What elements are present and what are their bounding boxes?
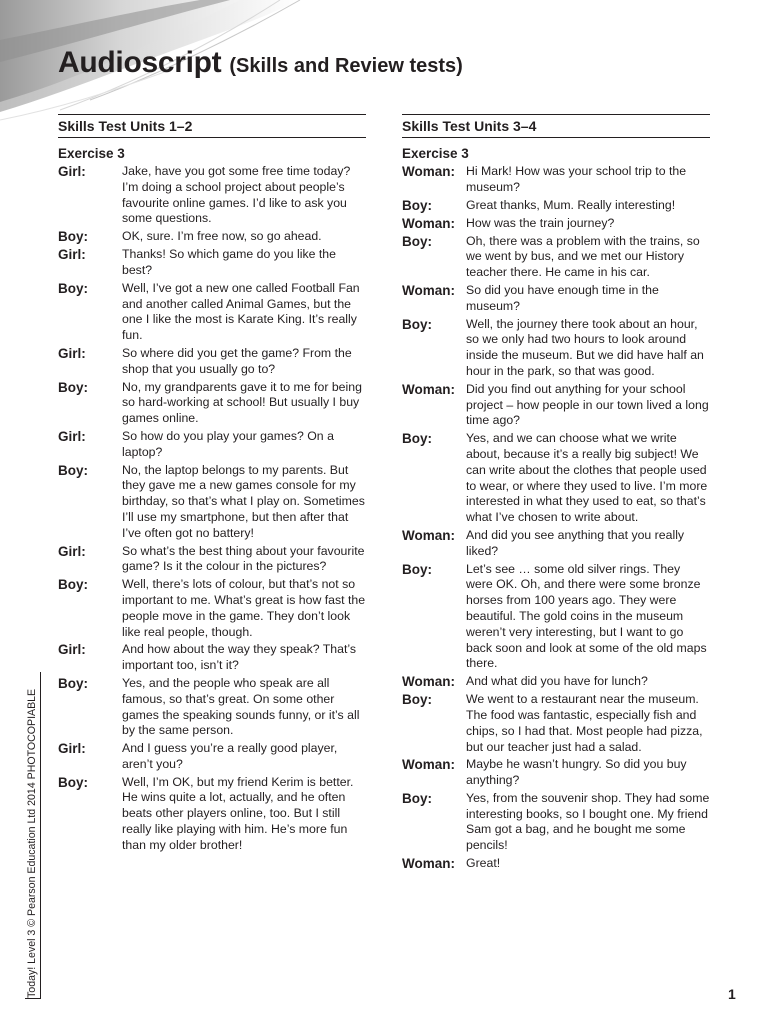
dialogue-text: Yes, from the souvenir shop. They had some interesting books, so I bought one. My friend Sam got a bag, and he bought me some pencils!: [466, 790, 710, 853]
speaker-label: Boy:: [58, 379, 88, 395]
dialogue-text: Jake, have you got some free time today? I’m doing a school project about people’s favourite online games. I’d like to ask you some questions.: [122, 164, 351, 226]
dialogue-turn: [58, 676, 366, 739]
dialogue-text: Oh, there was a problem with the trains, so we went by bus, and we met our History teacher there. He came in his car.: [466, 233, 700, 280]
dialogue-text: So where did you get the game? From the shop that you usually go to?: [122, 345, 352, 376]
dialogue-text: And how about the way they speak? That’s important too, isn’t it?: [122, 642, 357, 673]
speaker-label: Boy:: [402, 197, 432, 213]
dialogue-turn: [402, 234, 710, 281]
copyright-side-text: Today! Level 3 © Pearson Education Ltd 2014 PHOTOCOPIABLE: [26, 688, 38, 998]
dialogue-text: No, my grandparents gave it to me for being so hard-working at school! But usually I buy games online.: [122, 379, 362, 426]
right-column: [402, 114, 710, 874]
speaker-label: Boy:: [402, 790, 432, 806]
dialogue-turn: [58, 380, 366, 427]
speaker-label: Woman:: [402, 164, 455, 179]
dialogue-text: We went to a restaurant near the museum. The food was fantastic, especially fish and chips, so I had that. Most people had pizza, but our teacher just had a salad.: [466, 692, 703, 754]
dialogue-turn: [58, 247, 366, 279]
dialogue-turn: [58, 642, 366, 674]
dialogue-text: Well, I’m OK, but my friend Kerim is better. He wins quite a lot, actually, and he often beats other players online, too. But I still really like playing with him. He’s more fun than my older brother!: [122, 774, 354, 852]
speaker-label: Woman:: [402, 757, 455, 773]
speaker-label: Girl:: [58, 428, 86, 444]
dialogue-turn: [58, 775, 366, 854]
dialogue-turn: [402, 791, 710, 854]
speaker-label: Boy:: [58, 229, 88, 245]
dialogue-turn: [58, 463, 366, 542]
dialogue-list: [402, 164, 710, 872]
dialogue-turn: [402, 216, 710, 232]
speaker-label: Boy:: [58, 280, 88, 296]
speaker-label: Boy:: [58, 774, 88, 790]
dialogue-turn: [402, 757, 710, 789]
page-title: [58, 46, 463, 80]
speaker-label: Girl:: [58, 543, 86, 559]
dialogue-text: Well, there’s lots of colour, but that’s not so important to me. What’s great is how fast the people move in the game. They don’t look like real people, though.: [122, 577, 366, 639]
side-rule: [40, 672, 41, 998]
title-main: Audioscript: [58, 46, 222, 79]
dialogue-turn: [58, 164, 366, 227]
speaker-label: Woman:: [402, 527, 455, 543]
dialogue-text: So did you have enough time in the museum?: [466, 282, 659, 313]
section-heading-units-1-2: Skills Test Units 1–2: [58, 114, 366, 138]
speaker-label: Woman:: [402, 381, 455, 397]
speaker-label: Girl:: [58, 164, 86, 179]
dialogue-turn: [58, 577, 366, 640]
dialogue-turn: [58, 281, 366, 344]
dialogue-turn: [58, 429, 366, 461]
dialogue-turn: [402, 382, 710, 429]
dialogue-turn: [402, 856, 710, 872]
dialogue-text: So how do you play your games? On a laptop?: [122, 428, 334, 459]
dialogue-text: Yes, and the people who speak are all famous, so that’s great. On some other games the speaking sounds funny, or it’s all by the same person.: [122, 675, 360, 738]
dialogue-turn: [402, 198, 710, 214]
title-subtitle: (Skills and Review tests): [229, 55, 463, 77]
dialogue-turn: [402, 317, 710, 380]
speaker-label: Girl:: [58, 247, 86, 263]
exercise-label: Exercise 3: [402, 146, 469, 161]
speaker-label: Boy:: [402, 692, 432, 708]
speaker-label: Woman:: [402, 674, 455, 690]
dialogue-text: Hi Mark! How was your school trip to the museum?: [466, 164, 687, 194]
left-column: [58, 114, 366, 856]
dialogue-turn: [58, 741, 366, 773]
speaker-label: Girl:: [58, 345, 86, 361]
page-number: 1: [728, 986, 736, 1002]
section-heading-units-3-4: Skills Test Units 3–4: [402, 114, 710, 138]
speaker-label: Boy:: [402, 316, 432, 332]
dialogue-text: So what’s the best thing about your favourite game? Is it the colour in the pictures?: [122, 543, 365, 574]
dialogue-turn: [402, 692, 710, 755]
dialogue-turn: [402, 283, 710, 315]
speaker-label: Woman:: [402, 856, 455, 872]
dialogue-turn: [402, 164, 710, 196]
dialogue-text: Yes, and we can choose what we write about, because it’s a really big subject! We can write about the clothes that people used to wear, or where they used to live. I’m more interested in what they used to eat, so that’s what I’ve chosen to write about.: [466, 431, 708, 525]
speaker-label: Boy:: [58, 675, 88, 691]
dialogue-text: And did you see anything that you really liked?: [466, 527, 685, 558]
dialogue-text: Let’s see … some old silver rings. They were OK. Oh, and there were some bronze horses from 100 years ago. They were beautiful. The gold coins in the museum weren’t very interesting, but I want to go back soon and look at some of the old maps there.: [466, 561, 707, 671]
dialogue-text: OK, sure. I’m free now, so go ahead.: [122, 229, 322, 244]
speaker-label: Girl:: [58, 741, 86, 757]
dialogue-text: Maybe he wasn’t hungry. So did you buy anything?: [466, 757, 687, 788]
speaker-label: Girl:: [58, 642, 86, 658]
dialogue-turn: [58, 544, 366, 576]
dialogue-text: How was the train journey?: [466, 215, 615, 230]
speaker-label: Boy:: [402, 561, 432, 577]
speaker-label: Woman:: [402, 215, 455, 231]
dialogue-list: [58, 164, 366, 854]
dialogue-turn: [402, 431, 710, 526]
exercise-label: Exercise 3: [58, 146, 125, 161]
side-rule-foot: [25, 998, 41, 999]
dialogue-turn: [402, 674, 710, 690]
dialogue-turn: [402, 528, 710, 560]
dialogue-turn: [58, 229, 366, 245]
dialogue-text: Great thanks, Mum. Really interesting!: [466, 197, 676, 212]
dialogue-text: Well, the journey there took about an hour, so we only had two hours to look around inside the museum. But we did have half an hour in the park, so that was good.: [466, 316, 704, 378]
dialogue-text: Did you find out anything for your school project – how people in our town lived a long time ago?: [466, 381, 709, 428]
speaker-label: Boy:: [402, 431, 432, 447]
speaker-label: Boy:: [58, 577, 88, 593]
dialogue-text: And what did you have for lunch?: [466, 674, 648, 689]
dialogue-text: And I guess you’re a really good player, aren’t you?: [122, 741, 338, 771]
speaker-label: Boy:: [402, 233, 432, 249]
dialogue-text: Thanks! So which game do you like the best?: [122, 247, 336, 277]
dialogue-text: Great!: [466, 856, 501, 871]
dialogue-turn: [402, 562, 710, 673]
dialogue-text: Well, I’ve got a new one called Football Fan and another called Animal Games, but the one I like the most is Karate King. It’s really fun.: [122, 280, 360, 343]
speaker-label: Woman:: [402, 282, 455, 298]
speaker-label: Boy:: [58, 462, 88, 478]
dialogue-text: No, the laptop belongs to my parents. But they gave me a new games console for my birthday, so that’s what I play on. Sometimes I’ll use my smartphone, but then after that I’ve often got no battery!: [122, 462, 365, 540]
dialogue-turn: [58, 346, 366, 378]
